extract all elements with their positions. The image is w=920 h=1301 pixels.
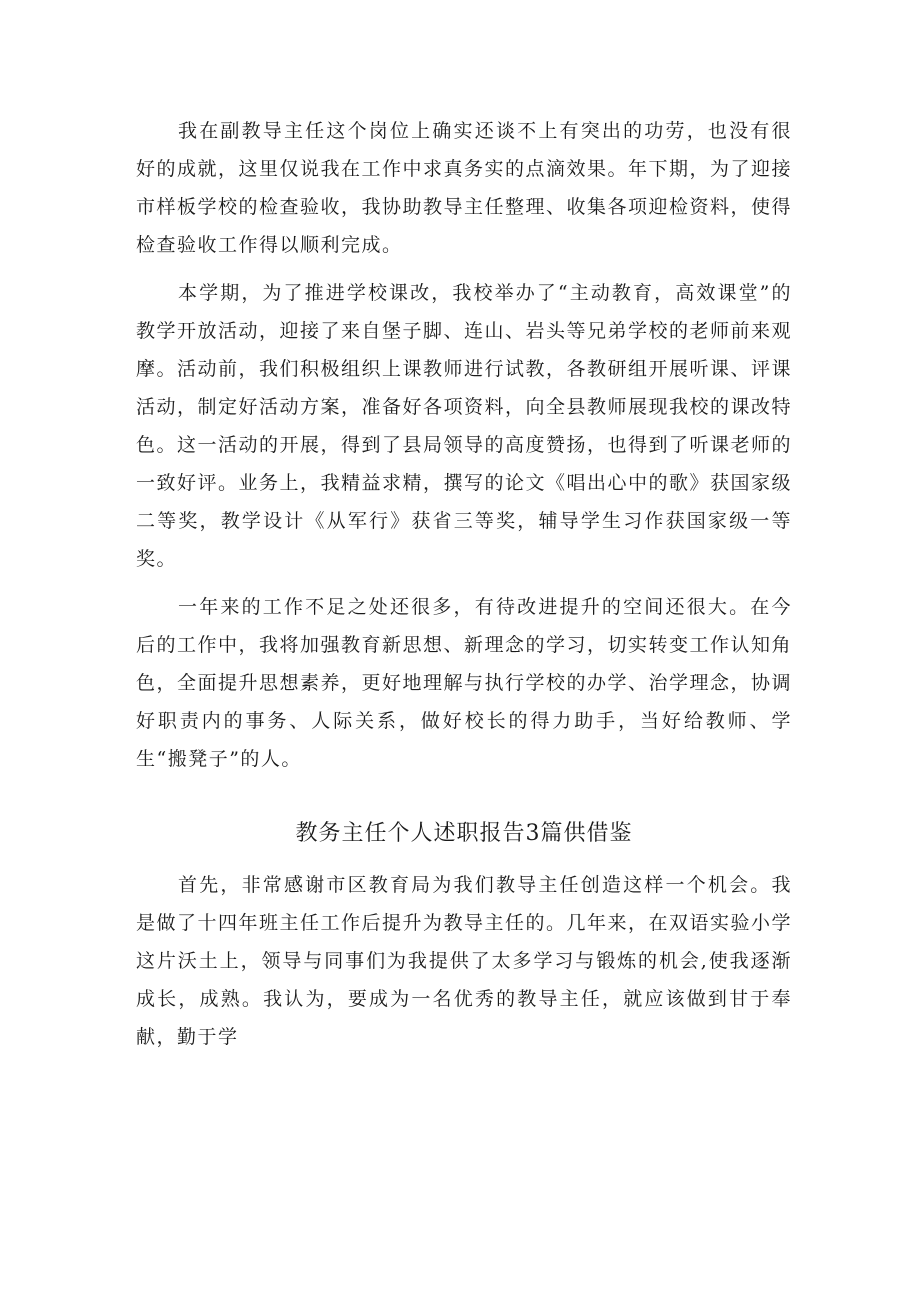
- paragraph-4: 首先，非常感谢市区教育局为我们教导主任创造这样一个机会。我是做了十四年班主任工作后提升为教导主任的。几年来，在双语实验小学这片沃土上，领导与同事们为我提供了太多学习与锻炼的机会,使我逐渐成长，成熟。我认为，要成为一名优秀的教导主任，就应该做到甘于奉献，勤于学: [136, 874, 793, 1048]
- paragraph-1: 我在副教导主任这个岗位上确实还谈不上有突出的功劳，也没有很好的成就，这里仅说我在工作中求真务实的点滴效果。年下期，为了迎接市样板学校的检查验收，我协助教导主任整理、收集各项迎检资料，使得检查验收工作得以顺利完成。: [136, 120, 793, 256]
- paragraph-3: 一年来的工作不足之处还很多，有待改进提升的空间还很大。在今后的工作中，我将加强教育新思想、新理念的学习，切实转变工作认知角色，全面提升思想素养，更好地理解与执行学校的办学、治学理念，协调好职责内的事务、人际关系，做好校长的得力助手，当好给教师、学生“搬凳子”的人。: [136, 596, 793, 770]
- section-heading: 教务主任个人述职报告3篇供借鉴: [295, 821, 633, 846]
- paragraph-2: 本学期，为了推进学校课改，我校举办了“主动教育，高效课堂”的教学开放活动，迎接了来自堡子脚、连山、岩头等兄弟学校的老师前来观摩。活动前，我们积极组织上课教师进行试教，各教研组开展听课、评课活动，制定好活动方案，准备好各项资料，向全县教师展现我校的课改特色。这一活动的开展，得到了县局领导的高度赞扬，也得到了听课老师的一致好评。业务上，我精益求精，撰写的论文《唱出心中的歌》获国家级二等奖，教学设计《从军行》获省三等奖，辅导学生习作获国家级一等奖。: [136, 282, 793, 570]
- document-page: [136, 112, 792, 1056]
